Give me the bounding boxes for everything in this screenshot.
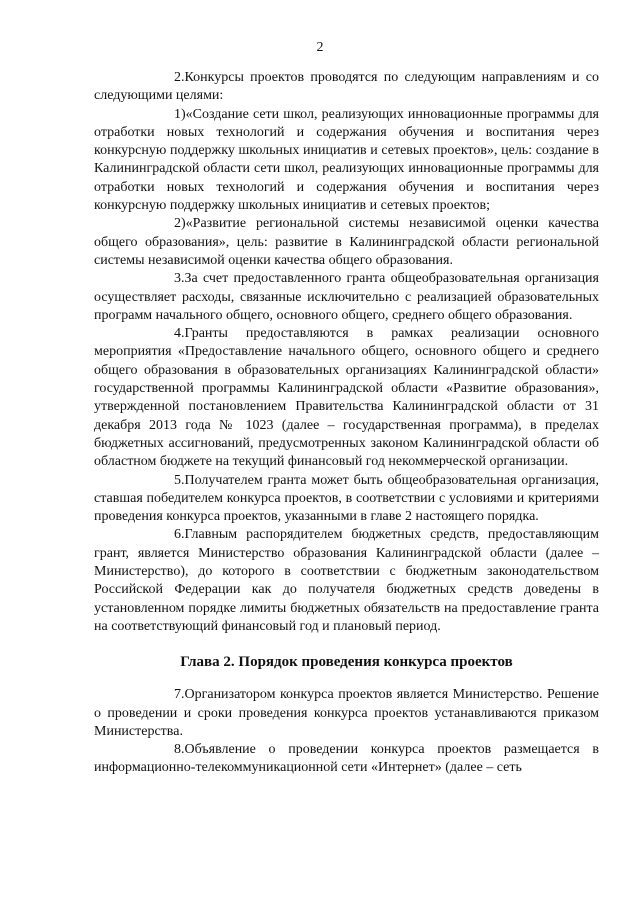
paragraph-2 bbox=[94, 69, 599, 106]
chapter-heading: Глава 2. Порядок проведения конкурса проектов bbox=[180, 654, 513, 671]
paragraph-number: 3. bbox=[174, 271, 185, 287]
paragraph-text: Гранты предоставляются в рамках реализации основного мероприятия «Предоставление начального общего, основного общего и среднего общего образования в образовательных организациях Калининградской области» государственной программы Калининградской области «Развитие образования», утвержденной постановлением Правительства Калининградской области от 31 декабря 2013 года № 1023 (далее – государственная программа), в пределах бюджетных ассигнований, предусмотренных законом Калининградской области об областном бюджете на текущий финансовый год некоммерческой организации. bbox=[94, 326, 599, 470]
paragraph-text: Конкурсы проектов проводятся по следующим направлениям и со следующими целями: bbox=[94, 70, 599, 104]
paragraph-text: Главным распорядителем бюджетных средств, предоставляющим грант, является Министерство образования Калининградской области (далее – Министерство), до которого в соответствии с бюджетным законодательством Российской Федерации как до получателя бюджетных средств доведены в установленном порядке лимиты бюджетных обязательств на предоставление гранта на соответствующий финансовый год и плановый период. bbox=[94, 527, 599, 634]
paragraph-2-2 bbox=[94, 215, 599, 270]
paragraph-number: 5. bbox=[174, 472, 185, 488]
paragraph-5 bbox=[94, 472, 599, 527]
paragraph-number: 2) bbox=[174, 216, 186, 232]
page-number: 2 bbox=[316, 40, 324, 55]
paragraph-number: 6. bbox=[174, 527, 185, 543]
paragraph-text: Объявление о проведении конкурса проектов размещается в информационно-телекоммуникационной сети «Интернет» (далее – сеть bbox=[94, 742, 599, 776]
paragraph-number: 1) bbox=[174, 106, 186, 122]
paragraph-text: Получателем гранта может быть общеобразовательная организация, ставшая победителем конкурса проектов, в соответствии с условиями и критериями проведения конкурса проектов, указанными в главе 2 настоящего порядка. bbox=[94, 472, 599, 525]
document-body bbox=[94, 69, 599, 778]
paragraph-8 bbox=[94, 741, 599, 778]
paragraph-4 bbox=[94, 325, 599, 471]
paragraph-2-1 bbox=[94, 106, 599, 216]
paragraph-6 bbox=[94, 526, 599, 636]
paragraph-number: 7. bbox=[174, 687, 185, 703]
paragraph-text: Организатором конкурса проектов является Министерство. Решение о проведении и сроки проведения конкурса проектов устанавливаются приказом Министерства. bbox=[94, 687, 599, 739]
paragraph-number: 2. bbox=[174, 70, 185, 85]
paragraph-number: 4. bbox=[174, 326, 185, 342]
paragraph-text: «Развитие региональной системы независимой оценки качества общего образования», цель: развитие в Калининградской области региональной системы независимой оценки качества общего образования. bbox=[94, 216, 599, 268]
paragraph-number: 8. bbox=[174, 742, 185, 758]
paragraph-text: «Создание сети школ, реализующих инновационные программы для отработки новых технологий и содержания обучения и воспитания через конкурсную поддержку школьных инициатив и сетевых проектов», цель: создание в Калининградской области сети школ, реализующих инновационные программы для отработки новых технологий и содержания обучения и воспитания через конкурсную поддержку школьных инициатив и сетевых проектов; bbox=[94, 106, 599, 214]
paragraph-7 bbox=[94, 686, 599, 741]
paragraph-3 bbox=[94, 270, 599, 325]
paragraph-text: За счет предоставленного гранта общеобразовательная организация осуществляет расходы, связанные исключительно с реализацией образовательных программ начального общего, основного общего, среднего общего образования. bbox=[94, 271, 599, 323]
